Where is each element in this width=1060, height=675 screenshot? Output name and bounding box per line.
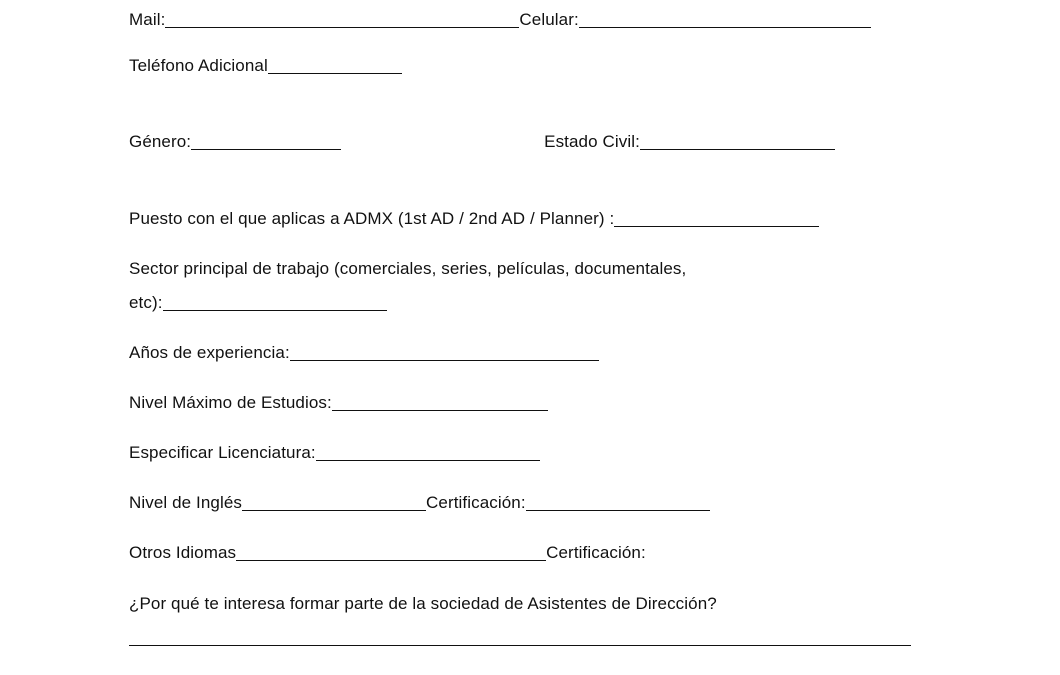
mail-field[interactable] <box>165 9 519 28</box>
otros-idiomas-field[interactable] <box>236 542 546 561</box>
licenciatura-label: Especificar Licenciatura: <box>129 443 316 462</box>
mail-label: Mail: <box>129 10 166 29</box>
estado-civil-label: Estado Civil: <box>544 132 640 151</box>
genero-label: Género: <box>129 132 192 151</box>
certificacion-idiomas-label: Certificación: <box>546 543 646 562</box>
nivel-ingles-label: Nivel de Inglés <box>129 493 243 512</box>
celular-field[interactable] <box>579 9 871 28</box>
telefono-adicional-label: Teléfono Adicional <box>129 56 268 75</box>
nivel-ingles-field[interactable] <box>242 492 426 511</box>
licenciatura-field[interactable] <box>316 442 540 461</box>
certificacion-ingles-label: Certificación: <box>426 493 526 512</box>
telefono-adicional-row <box>129 52 402 76</box>
otros-idiomas-row <box>129 539 646 563</box>
anos-experiencia-row <box>129 339 599 363</box>
otros-idiomas-label: Otros Idiomas <box>129 543 237 562</box>
nivel-ingles-row <box>129 489 710 513</box>
puesto-label: Puesto con el que aplicas a ADMX (1st AD / 2nd AD / Planner) : <box>129 209 615 228</box>
genero-estado-civil-row <box>129 128 835 152</box>
interes-question: ¿Por qué te interesa formar parte de la sociedad de Asistentes de Dirección? <box>129 594 717 613</box>
anos-experiencia-label: Años de experiencia: <box>129 343 290 362</box>
sector-row-line1 <box>129 255 686 279</box>
interes-question-row <box>129 590 717 614</box>
estado-civil-field[interactable] <box>640 131 835 150</box>
puesto-row <box>129 205 819 229</box>
anos-experiencia-field[interactable] <box>290 342 599 361</box>
sector-label-line2: etc): <box>129 293 163 312</box>
sector-label-line1: Sector principal de trabajo (comerciales, series, películas, documentales, <box>129 259 687 278</box>
interes-answer-field[interactable] <box>129 645 911 646</box>
nivel-estudios-label: Nivel Máximo de Estudios: <box>129 393 332 412</box>
licenciatura-row <box>129 439 540 463</box>
celular-label: Celular: <box>519 10 579 29</box>
sector-row-line2 <box>129 289 387 313</box>
telefono-adicional-field[interactable] <box>268 55 402 74</box>
nivel-estudios-row <box>129 389 548 413</box>
nivel-estudios-field[interactable] <box>332 392 548 411</box>
certificacion-ingles-field[interactable] <box>526 492 710 511</box>
mail-celular-row <box>129 6 871 30</box>
genero-field[interactable] <box>191 131 341 150</box>
puesto-field[interactable] <box>614 208 819 227</box>
sector-field[interactable] <box>163 292 387 311</box>
